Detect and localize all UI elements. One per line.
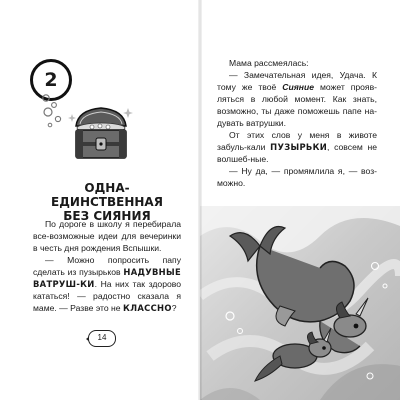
inflatable-rings-highlight: НАДУВНЫЕ ВАТРУШ-КИ [33,267,181,289]
bubbles-icon [38,92,68,132]
left-paragraph-2-start: — Можно попросить папу сделать из пузырьков [33,255,181,277]
right-paragraph-1: Мама рассмеялась: [229,58,309,68]
left-body-text [33,218,181,314]
chapter-title [32,181,182,223]
right-paragraph-3-end: , совсем не волшеб-ные. [217,142,377,164]
right-paragraph-2-start: — Замечательная идея, Удача. К тому же твоё [217,70,377,92]
right-paragraph-2 [217,69,377,129]
right-body-text [217,57,377,189]
bubbles-highlight: ПУЗЫРЬКИ [270,142,328,152]
right-paragraph-3-start: От этих слов у меня в животе забуль-кали [217,130,377,152]
chapter-title-line-1: ОДНА-ЕДИНСТВЕННАЯ [51,181,163,209]
cool-highlight: КЛАССНО [122,303,172,313]
radiance-emphasis: Сияние [282,82,315,92]
chapter-number: 2 [44,69,58,91]
book-gutter [198,0,202,400]
left-paragraph-1: По дороге в школу я перебирала все-возможные идеи для вечеринки в честь дня рождения Вспышки. [33,219,181,253]
right-paragraph-3 [217,129,377,165]
chapter-title-line-2: БЕЗ СИЯНИЯ [63,209,151,223]
page-number: 14 [88,330,116,347]
left-paragraph-2-end: . На них так здорово кататься! — радостно сказала я маме. — Разве это не [33,279,181,313]
treasure-chest-icon [66,100,136,166]
right-paragraph-2-end: может прояв-ляться в любой момент. Как знать, возможно, ты даже поможешь папе на-дувать ватрушки. [217,82,378,128]
left-paragraph-2 [33,254,181,314]
left-paragraph-2-tail: ? [171,303,177,313]
right-page [200,0,400,400]
unicorn-mermaid-illustration [200,206,400,400]
right-paragraph-4: — Ну да, — промямлила я, — воз-можно. [217,166,377,188]
